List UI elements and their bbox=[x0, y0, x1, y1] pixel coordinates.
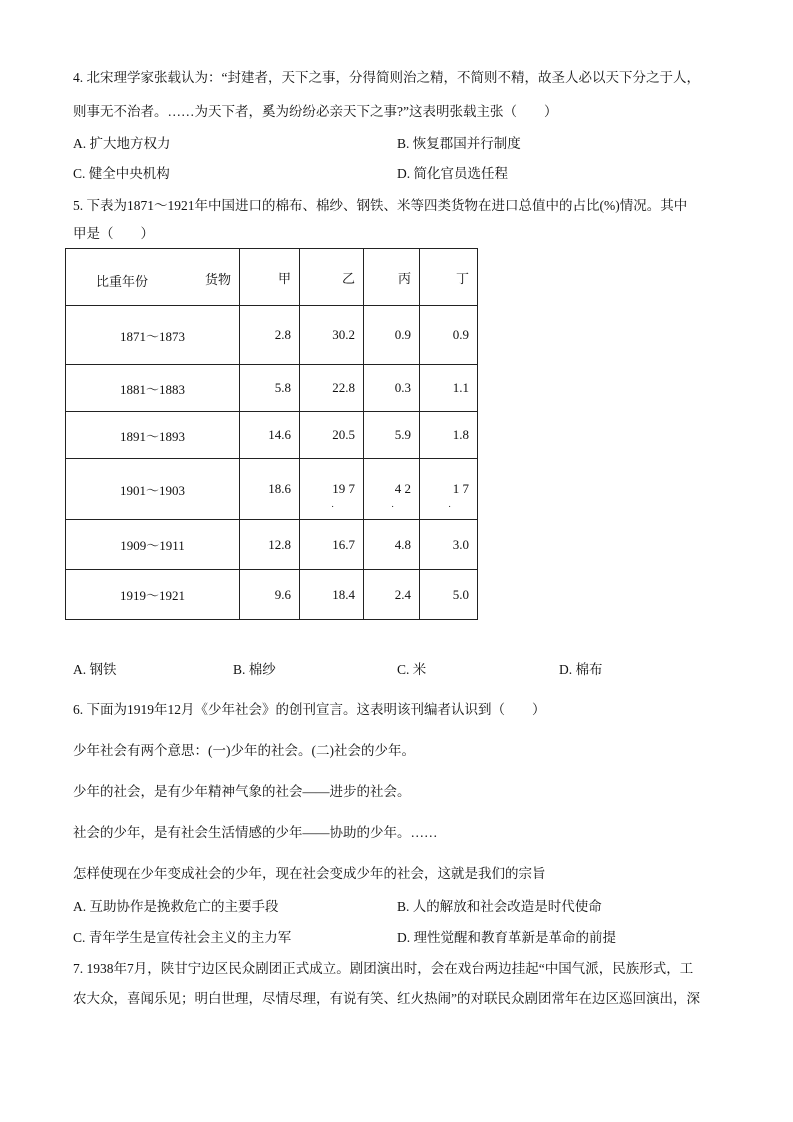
value-cell: 5.9 bbox=[364, 412, 420, 459]
value-cell: 12.8 bbox=[240, 520, 300, 570]
col-header: 丁 bbox=[420, 249, 478, 306]
value-cell: 16.7 bbox=[300, 520, 364, 570]
q5-stem-line1: 5. 下表为1871～1921年中国进口的棉布、棉纱、钢铁、米等四类货物在进口总值中的占比(%)情况。其中 bbox=[73, 198, 688, 213]
import-share-table bbox=[65, 248, 478, 620]
value-cell: 14.6 bbox=[240, 412, 300, 459]
q5-option-a: A. 钢铁 bbox=[73, 662, 117, 677]
q6-quote-line: 怎样使现在少年变成社会的少年，现在社会变成少年的社会，这就是我们的宗旨 bbox=[73, 866, 546, 881]
q4-option-d: D. 简化官员选任程 bbox=[397, 166, 508, 181]
q6-option-c: C. 青年学生是宣传社会主义的主力军 bbox=[73, 930, 292, 945]
value-cell: 0.9 bbox=[364, 306, 420, 365]
value-cell: 3.0 bbox=[420, 520, 478, 570]
value-text: 4 2 bbox=[394, 481, 411, 496]
q6-quote-line: 少年的社会，是有少年精神气象的社会——进步的社会。 bbox=[73, 784, 411, 799]
q4-option-b: B. 恢复郡国并行制度 bbox=[397, 136, 521, 151]
table-corner-cell bbox=[66, 249, 240, 306]
value-cell: 1.8 bbox=[420, 412, 478, 459]
col-header: 丙 bbox=[364, 249, 420, 306]
q5-option-d: D. 棉布 bbox=[559, 662, 603, 677]
table-row bbox=[66, 459, 478, 520]
value-cell: 1 7 . bbox=[420, 459, 478, 520]
table-header-row bbox=[66, 249, 478, 306]
q7-stem-line1: 7. 1938年7月，陕甘宁边区民众剧团正式成立。剧团演出时，会在戏台两边挂起“中国气派，民族形式，工 bbox=[73, 961, 694, 976]
value-cell: 4.8 bbox=[364, 520, 420, 570]
value-cell: 20.5 bbox=[300, 412, 364, 459]
q6-option-b: B. 人的解放和社会改造是时代使命 bbox=[397, 899, 602, 914]
corner-label-year: 比重年份 bbox=[96, 274, 149, 289]
table-row bbox=[66, 570, 478, 620]
value-text: 19 7 bbox=[332, 481, 355, 496]
table-row bbox=[66, 306, 478, 365]
q4-stem-line2: 则事无不治者。……为天下者，奚为纷纷必亲天下之事?”这表明张载主张（ ） bbox=[73, 104, 558, 119]
value-cell: 18.4 bbox=[300, 570, 364, 620]
q6-stem: 6. 下面为1919年12月《少年社会》的创刊宣言。这表明该刊编者认识到（ ） bbox=[73, 702, 546, 717]
value-cell: 2.8 bbox=[240, 306, 300, 365]
q4-option-c: C. 健全中央机构 bbox=[73, 166, 170, 181]
q6-option-d: D. 理性觉醒和教育革新是革命的前提 bbox=[397, 930, 616, 945]
q6-quote-line: 社会的少年，是有社会生活情感的少年——协助的少年。…… bbox=[73, 825, 438, 840]
value-cell: 2.4 bbox=[364, 570, 420, 620]
period-cell: 1909～1911 bbox=[66, 520, 240, 570]
q4-option-a: A. 扩大地方权力 bbox=[73, 136, 171, 151]
q6-quote-line: 少年社会有两个意思：(一)少年的社会。(二)社会的少年。 bbox=[73, 743, 415, 758]
value-cell: 5.8 bbox=[240, 365, 300, 412]
value-cell: 9.6 bbox=[240, 570, 300, 620]
value-text: 1 7 bbox=[452, 481, 469, 496]
q5-stem-line2: 甲是（ ） bbox=[73, 226, 154, 241]
value-cell: 30.2 bbox=[300, 306, 364, 365]
value-cell: 4 2 . bbox=[364, 459, 420, 520]
col-header: 乙 bbox=[300, 249, 364, 306]
value-cell: 0.9 bbox=[420, 306, 478, 365]
period-cell: 1919～1921 bbox=[66, 570, 240, 620]
q6-option-a: A. 互助协作是挽救危亡的主要手段 bbox=[73, 899, 279, 914]
value-cell: 19 7 . bbox=[300, 459, 364, 520]
value-cell: 22.8 bbox=[300, 365, 364, 412]
value-cell: 1.1 bbox=[420, 365, 478, 412]
q5-option-b: B. 棉纱 bbox=[233, 662, 276, 677]
q5-option-c: C. 米 bbox=[397, 662, 427, 677]
corner-label-goods: 货物 bbox=[204, 272, 231, 287]
table-row bbox=[66, 365, 478, 412]
q4-stem-line1: 4. 北宋理学家张载认为：“封建者，天下之事，分得简则治之精，不简则不精，故圣人必以天下分之于人， bbox=[73, 70, 700, 85]
table-row bbox=[66, 412, 478, 459]
value-cell: 0.3 bbox=[364, 365, 420, 412]
period-cell: 1881～1883 bbox=[66, 365, 240, 412]
table-row bbox=[66, 520, 478, 570]
col-header: 甲 bbox=[240, 249, 300, 306]
period-cell: 1891～1893 bbox=[66, 412, 240, 459]
period-cell: 1871～1873 bbox=[66, 306, 240, 365]
period-cell: 1901～1903 bbox=[66, 459, 240, 520]
q7-stem-line2: 农大众，喜闻乐见；明白世理，尽情尽理，有说有笑、红火热闹”的对联民众剧团常年在边区巡回演出，深 bbox=[73, 991, 700, 1006]
value-cell: 5.0 bbox=[420, 570, 478, 620]
value-cell: 18.6 bbox=[240, 459, 300, 520]
